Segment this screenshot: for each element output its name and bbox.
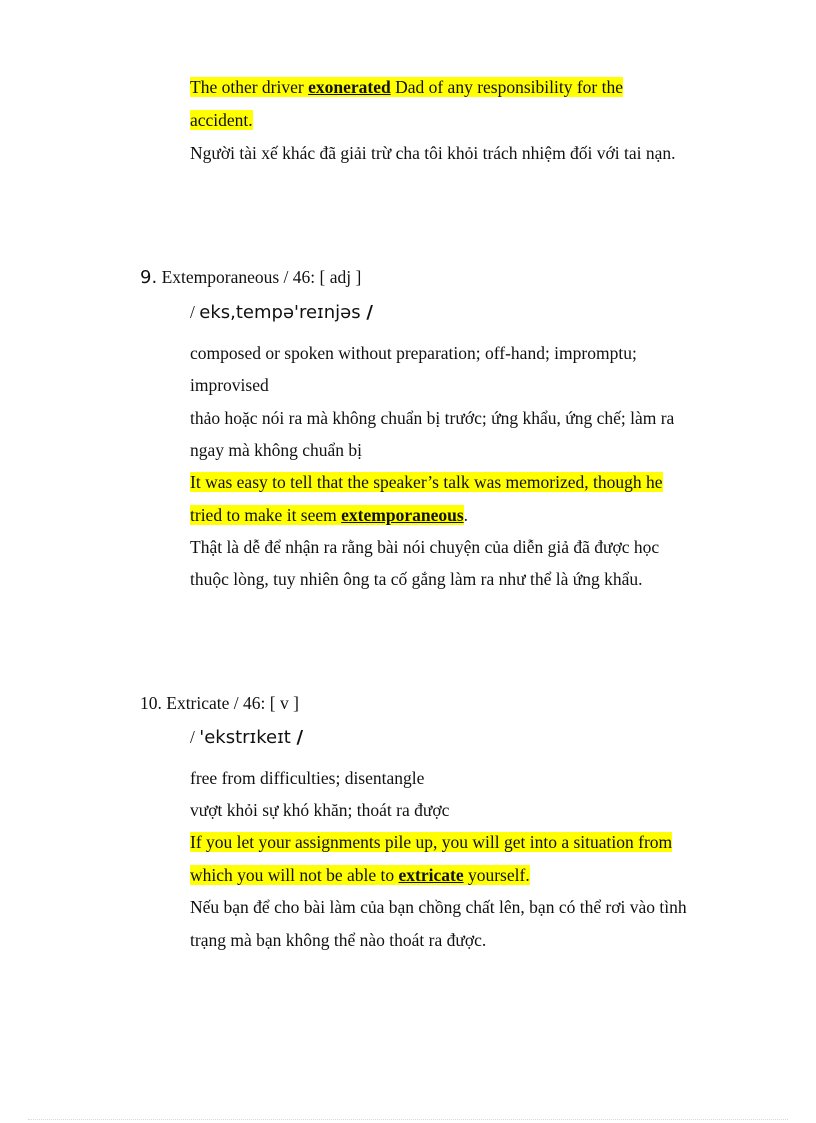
entry9-heading xyxy=(140,266,361,289)
example-text: If you let your assignments pile up, you will get into a situation from xyxy=(190,832,673,852)
page-bottom-divider xyxy=(28,1119,788,1120)
entry9-translation-line2: thuộc lòng, tuy nhiên ông ta cố gắng làm ra như thể là ứng khẩu. xyxy=(190,569,643,589)
entry9-translation-line1: Thật là dễ để nhận ra rằng bài nói chuyện của diễn giả đã được học xyxy=(190,537,660,557)
phonetic-text: eks,tempə'reɪnjəs xyxy=(199,302,367,323)
phonetic-slash: / xyxy=(190,302,200,322)
entry9-phonetic xyxy=(190,301,373,324)
entry9-definition-vi-line2: ngay mà không chuẩn bị xyxy=(190,440,363,460)
entry10-translation-line2: trạng mà bạn không thể nào thoát ra được. xyxy=(190,930,487,950)
entry-number: 9. xyxy=(140,267,158,288)
keyword-exonerated: exonerated xyxy=(308,77,391,97)
entry9-example-line2 xyxy=(190,504,468,526)
example-text: . xyxy=(463,505,468,525)
entry10-heading: 10. Extricate / 46: [ v ] xyxy=(140,693,299,713)
entry9-example-line1 xyxy=(190,471,663,493)
example-text: which you will not be able to xyxy=(190,865,399,885)
entry10-definition: free from difficulties; disentangle xyxy=(190,768,425,788)
phonetic-slash: / xyxy=(190,727,200,747)
keyword-extemporaneous: extemporaneous xyxy=(341,505,464,525)
entry9-definition-line2: improvised xyxy=(190,375,269,395)
entry-title: Extemporaneous / 46: [ adj ] xyxy=(157,267,362,287)
entry10-phonetic xyxy=(190,726,303,749)
entry8-example-line1 xyxy=(190,76,623,98)
entry10-translation-line1: Nếu bạn để cho bài làm của bạn chồng chất lên, bạn có thể rơi vào tình xyxy=(190,897,687,917)
entry9-definition-line1: composed or spoken without preparation; off-hand; impromptu; xyxy=(190,343,637,363)
example-text: The other driver xyxy=(190,77,309,97)
example-text: Dad of any responsibility for the xyxy=(390,77,624,97)
entry8-example-line2 xyxy=(190,109,253,131)
phonetic-text: 'ekstrɪkeɪt xyxy=(199,727,297,748)
entry8-translation: Người tài xế khác đã giải trừ cha tôi khỏi trách nhiệm đối với tai nạn. xyxy=(190,143,676,163)
example-text: tried to make it seem xyxy=(190,505,342,525)
phonetic-slash: / xyxy=(296,727,304,748)
entry9-definition-vi-line1: thảo hoặc nói ra mà không chuẩn bị trước; ứng khẩu, ứng chế; làm ra xyxy=(190,408,675,428)
example-text: yourself. xyxy=(463,865,530,885)
keyword-extricate: extricate xyxy=(398,865,464,885)
example-text: accident. xyxy=(190,110,253,130)
phonetic-slash: / xyxy=(366,302,373,323)
entry10-definition-vi: vượt khỏi sự khó khăn; thoát ra được xyxy=(190,800,450,820)
entry10-example-line1 xyxy=(190,831,672,853)
entry10-example-line2 xyxy=(190,864,530,886)
example-text: It was easy to tell that the speaker’s talk was memorized, though he xyxy=(190,472,663,492)
